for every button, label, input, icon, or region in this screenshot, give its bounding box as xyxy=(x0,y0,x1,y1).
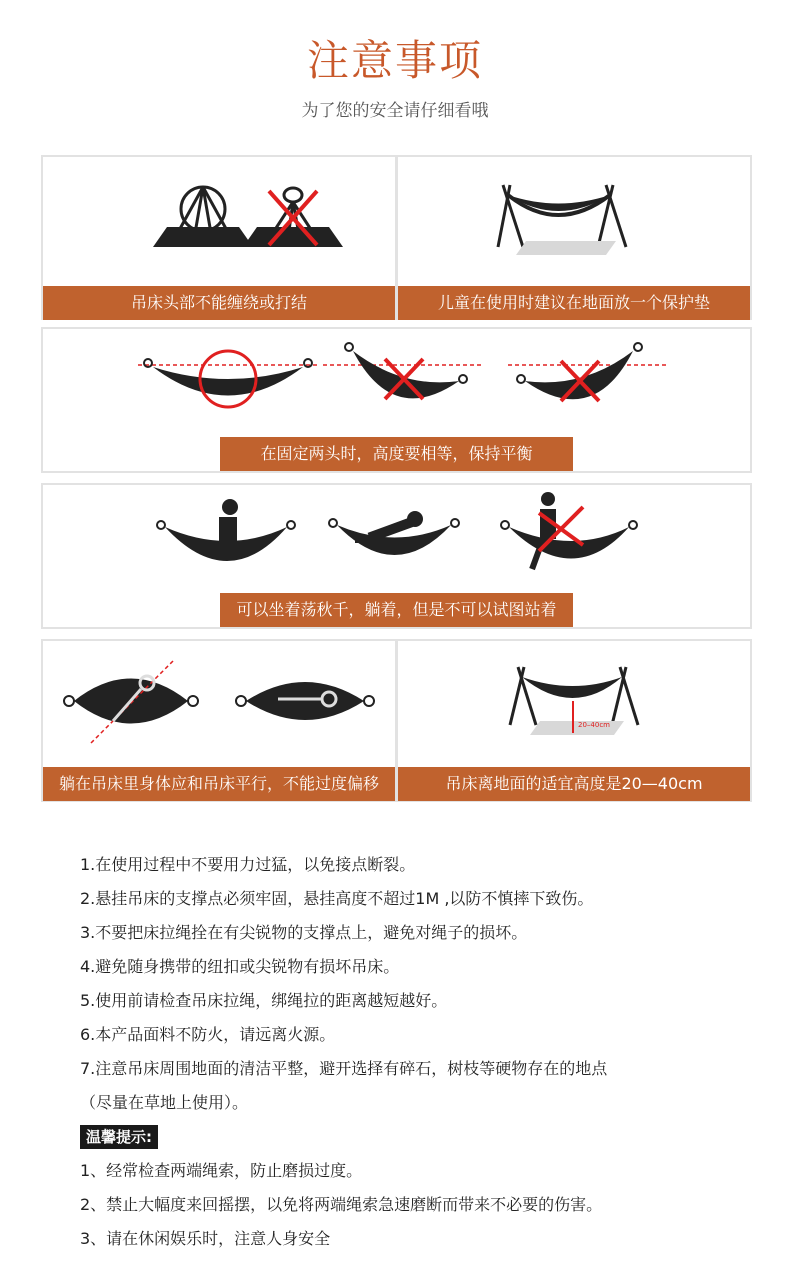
hammock-level-ok xyxy=(138,351,318,407)
tip-item: 3、请在休闲娱乐时，注意人身安全 xyxy=(80,1229,331,1248)
tip-item: 2、禁止大幅度来回摇摆，以免将两端绳索急速磨断而带来不必要的伤害。 xyxy=(80,1195,603,1214)
note-item: 1.在使用过程中不要用力过猛，以免接点断裂。 xyxy=(80,855,416,874)
person-standing-icon xyxy=(501,492,637,570)
caption-posture: 可以坐着荡秋千，躺着，但是不可以试图站着 xyxy=(220,593,573,627)
hammock-level-wrong-2 xyxy=(508,343,668,401)
note-item: 3.不要把床拉绳拴在有尖锐物的支撑点上，避免对绳子的损坏。 xyxy=(80,923,528,942)
tips-label: 温馨提示: xyxy=(80,1125,158,1149)
height-marker-label: 20–40cm xyxy=(578,721,610,729)
person-sitting-icon xyxy=(157,499,295,561)
person-diagonal xyxy=(64,661,198,743)
note-item: 7.注意吊床周围地面的清洁平整，避开选择有碎石，树枝等硬物存在的地点 xyxy=(80,1059,608,1078)
panel-knot xyxy=(41,155,397,320)
note-item: 4.避免随身携带的纽扣或尖锐物有损坏吊床。 xyxy=(80,957,400,976)
note-item: 5.使用前请检查吊床拉绳，绑绳拉的距离越短越好。 xyxy=(80,991,448,1010)
person-lying-icon xyxy=(329,511,459,555)
protective-mat xyxy=(516,241,616,255)
caption-knot: 吊床头部不能缠绕或打结 xyxy=(43,286,395,320)
panel-level xyxy=(41,327,752,473)
notes-section xyxy=(80,848,760,1256)
caption-children: 儿童在使用时建议在地面放一个保护垫 xyxy=(398,286,750,320)
hammock-level-wrong-1 xyxy=(323,343,483,399)
caption-height: 吊床离地面的适宜高度是20—40cm xyxy=(398,767,750,801)
panel-posture xyxy=(41,483,752,629)
panel-parallel xyxy=(41,639,397,802)
person-parallel xyxy=(236,682,374,720)
note-item: 2.悬挂吊床的支撑点必须牢固，悬挂高度不超过1M ,以防不慎摔下致伤。 xyxy=(80,889,594,908)
note-item: （尽量在草地上使用）。 xyxy=(80,1093,249,1112)
tip-item: 1、经常检查两端绳索，防止磨损过度。 xyxy=(80,1161,363,1180)
page-title: 注意事项 xyxy=(306,36,483,85)
hammock-fabric-ok xyxy=(153,227,253,247)
caption-parallel: 躺在吊床里身体应和吊床平行，不能过度偏移 xyxy=(43,767,395,801)
tips-label-row xyxy=(80,1120,760,1154)
panel-children xyxy=(396,155,752,320)
page-subtitle: 为了您的安全请仔细看哦 xyxy=(301,101,489,121)
note-item: 6.本产品面料不防火，请远离火源。 xyxy=(80,1025,336,1044)
caption-level: 在固定两头时，高度要相等，保持平衡 xyxy=(220,437,573,471)
panel-height xyxy=(396,639,752,802)
